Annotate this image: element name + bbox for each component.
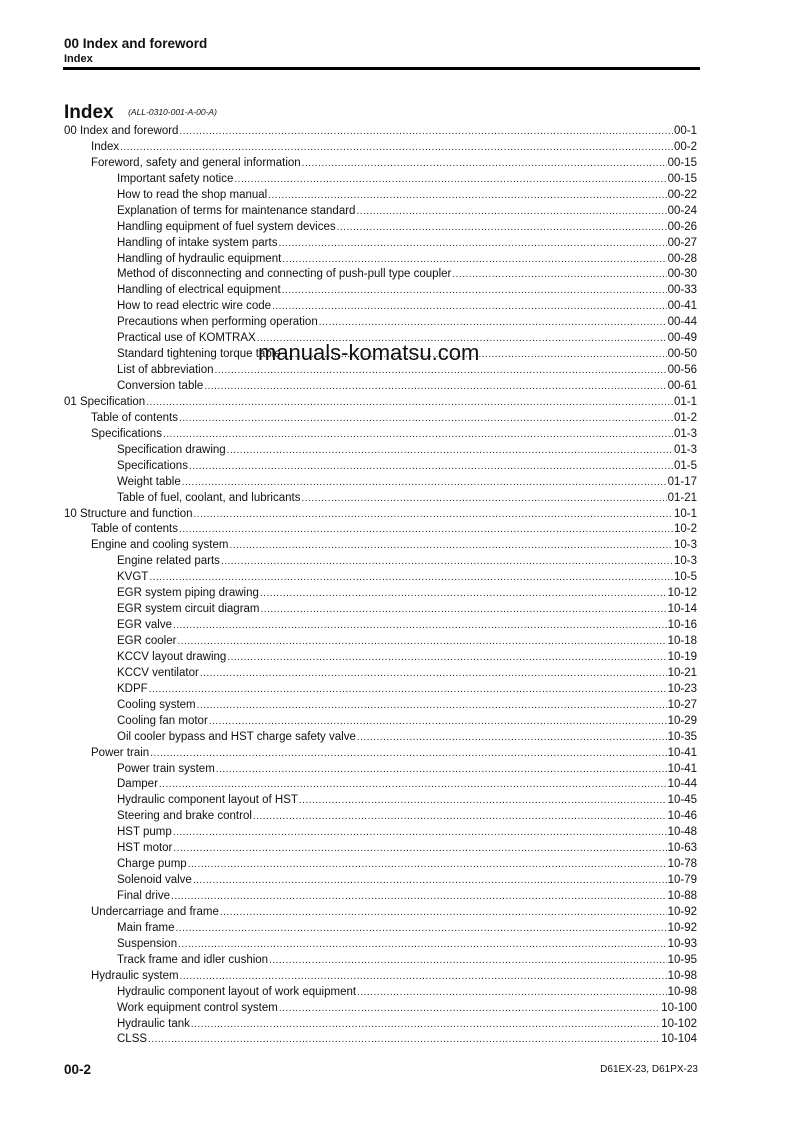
toc-entry[interactable] [64, 762, 697, 778]
toc-entry[interactable] [64, 586, 697, 602]
toc-entry-page: 00-61 [667, 380, 697, 392]
index-code: (ALL-0310-001-A-00-A) [128, 107, 217, 117]
toc-entry[interactable] [64, 267, 697, 283]
toc-entry-page: 10-35 [667, 730, 697, 743]
toc-entry[interactable] [64, 889, 697, 905]
toc-entry[interactable] [64, 666, 697, 682]
dot-leader [173, 618, 667, 634]
toc-entry-page: 10-92 [667, 905, 697, 918]
toc-entry-title: HST motor [117, 842, 173, 855]
toc-entry-page: 10-63 [667, 842, 697, 855]
toc-entry-title: 10 Structure and function [64, 507, 193, 520]
dot-leader [216, 762, 667, 778]
toc-entry-title: Specifications [91, 427, 162, 440]
toc-entry-page: 10-41 [667, 746, 697, 759]
toc-entry[interactable] [64, 1017, 697, 1033]
toc-entry-page: 00-56 [667, 364, 697, 377]
toc-entry-title: KVGT [117, 571, 149, 584]
toc-entry-page: 10-98 [667, 985, 697, 998]
dot-leader [200, 666, 667, 682]
dot-leader [268, 188, 666, 204]
dot-leader [194, 507, 673, 523]
toc-entry-title: Cooling fan motor [117, 714, 208, 727]
index-title: Index [64, 102, 114, 123]
toc-entry-title: How to read electric wire code [117, 300, 272, 313]
toc-entry[interactable] [64, 969, 697, 985]
toc-entry-page: 00-22 [667, 188, 697, 201]
dot-leader [159, 777, 667, 793]
toc-entry[interactable] [64, 315, 697, 331]
toc-entry-title: Work equipment control system [117, 1001, 278, 1014]
toc-entry-page: 00-44 [667, 316, 697, 329]
toc-entry[interactable] [64, 570, 697, 586]
dot-leader [197, 698, 667, 714]
toc-entry[interactable] [64, 220, 697, 236]
toc-entry[interactable] [64, 156, 697, 172]
toc-entry[interactable] [64, 985, 697, 1001]
toc-entry-title: Foreword, safety and general information [91, 156, 301, 169]
toc-entry-title: Track frame and idler cushion [117, 953, 269, 966]
dot-leader [177, 634, 666, 650]
toc-entry-page: 10-79 [667, 874, 697, 887]
toc-entry[interactable] [64, 554, 697, 570]
toc-entry-title: KCCV ventilator [117, 666, 199, 679]
dot-leader [148, 1032, 660, 1048]
toc-entry-page: 10-3 [673, 539, 697, 552]
dot-leader [179, 124, 673, 140]
dot-leader [149, 570, 673, 586]
dot-leader [227, 650, 666, 666]
toc-entry[interactable] [64, 857, 697, 873]
dot-leader [253, 809, 667, 825]
dot-leader [261, 602, 667, 618]
dot-leader [452, 267, 666, 283]
dot-leader [204, 379, 666, 395]
dot-leader [282, 252, 666, 268]
toc-entry-title: Important safety notice [117, 172, 234, 185]
dot-leader [357, 730, 667, 746]
toc-entry-title: How to read the shop manual [117, 188, 268, 201]
dot-leader [229, 538, 673, 554]
toc-entry[interactable] [64, 841, 697, 857]
toc-entry-title: Conversion table [117, 380, 204, 392]
dot-leader [302, 156, 667, 172]
dot-leader [209, 714, 667, 730]
dot-leader [171, 889, 667, 905]
toc-entry[interactable] [64, 252, 697, 268]
index-heading [64, 102, 217, 124]
dot-leader [221, 554, 673, 570]
toc-entry-title: Handling of electrical equipment [117, 284, 281, 297]
dot-leader [191, 1017, 660, 1033]
toc-entry-page: 00-27 [667, 236, 697, 249]
section-title: 00 Index and foreword [64, 36, 208, 51]
toc-entry-title: Charge pump [117, 858, 187, 871]
dot-leader [179, 522, 673, 538]
toc-entry-title: Hydraulic tank [117, 1017, 190, 1030]
toc-entry[interactable] [64, 411, 697, 427]
toc-entry-title: Engine and cooling system [91, 539, 229, 552]
dot-leader [193, 873, 667, 889]
toc-entry-page: 00-33 [667, 284, 697, 297]
toc-entry-title: Handling equipment of fuel system devices [117, 220, 336, 233]
toc-entry-page: 10-5 [673, 571, 697, 584]
toc-entry-title: Oil cooler bypass and HST charge safety valve [117, 730, 356, 743]
toc-entry-page: 00-15 [667, 172, 697, 185]
dot-leader [319, 315, 667, 331]
dot-leader [150, 746, 666, 762]
toc-entry-page: 10-41 [667, 762, 697, 775]
toc-entry-title: Solenoid valve [117, 874, 192, 887]
dot-leader [337, 220, 667, 236]
toc-entry[interactable] [64, 459, 697, 475]
toc-entry-page: 10-1 [673, 507, 697, 520]
toc-entry[interactable] [64, 379, 697, 395]
toc-entry-page: 01-1 [673, 395, 697, 408]
table-of-contents [64, 124, 697, 1048]
toc-entry-page: 00-1 [673, 125, 697, 137]
toc-entry-title: Method of disconnecting and connecting of push-pull type coupler [117, 268, 452, 281]
toc-entry[interactable] [64, 522, 697, 538]
toc-entry[interactable] [64, 236, 697, 252]
page-number: 00-2 [64, 1062, 92, 1077]
dot-leader [278, 236, 666, 252]
toc-entry[interactable] [64, 953, 697, 969]
toc-entry[interactable] [64, 443, 697, 459]
toc-entry-page: 10-18 [667, 635, 697, 647]
toc-entry[interactable] [64, 698, 697, 714]
toc-entry-title: Engine related parts [117, 555, 220, 568]
toc-entry-page: 01-17 [667, 475, 697, 488]
dot-leader [163, 427, 673, 443]
toc-entry-title: 00 Index and foreword [64, 125, 179, 137]
dot-leader [188, 857, 667, 873]
toc-entry-title: CLSS [117, 1033, 148, 1046]
toc-entry-page: 10-78 [667, 858, 697, 871]
toc-entry-title: Table of contents [91, 523, 178, 536]
toc-entry-page: 10-44 [667, 778, 697, 791]
toc-entry-title: Main frame [117, 921, 175, 934]
toc-entry[interactable] [64, 299, 697, 315]
toc-entry[interactable] [64, 618, 697, 634]
dot-leader [178, 937, 666, 953]
toc-entry-page: 01-21 [667, 491, 697, 504]
toc-entry-page: 00-50 [667, 348, 697, 361]
toc-entry-page: 01-5 [673, 459, 697, 472]
toc-entry[interactable] [64, 714, 697, 730]
toc-entry-page: 00-41 [667, 300, 697, 313]
toc-entry-page: 10-16 [667, 619, 697, 632]
toc-entry-title: 01 Specification [64, 395, 146, 408]
toc-entry[interactable] [64, 809, 697, 825]
toc-entry-page: 01-3 [673, 443, 697, 456]
toc-entry-title: Cooling system [117, 698, 196, 711]
toc-entry[interactable] [64, 283, 697, 299]
toc-entry-title: Damper [117, 778, 158, 791]
toc-entry-title: Hydraulic system [91, 969, 179, 982]
dot-leader [149, 682, 667, 698]
dot-leader [179, 411, 673, 427]
toc-entry[interactable] [64, 395, 697, 411]
toc-entry-page: 00-30 [667, 268, 697, 281]
toc-entry-title: Steering and brake control [117, 810, 252, 823]
dot-leader [173, 841, 666, 857]
toc-entry[interactable] [64, 427, 697, 443]
toc-entry-page: 10-14 [667, 603, 697, 616]
dot-leader [357, 985, 667, 1001]
header-divider [63, 67, 700, 70]
toc-entry[interactable] [64, 937, 697, 953]
toc-entry-title: Handling of hydraulic equipment [117, 252, 282, 265]
toc-entry-page: 10-45 [667, 794, 697, 807]
toc-entry-page: 00-26 [667, 220, 697, 233]
toc-entry-page: 10-46 [667, 810, 697, 823]
toc-entry[interactable] [64, 634, 697, 650]
toc-entry-title: Practical use of KOMTRAX [117, 332, 256, 345]
toc-entry-title: Specification drawing [117, 443, 226, 456]
toc-entry[interactable] [64, 538, 697, 554]
toc-entry-page: 10-100 [661, 1001, 697, 1014]
toc-entry-title: Weight table [117, 475, 181, 488]
toc-entry-title: Explanation of terms for maintenance standard [117, 204, 356, 217]
toc-entry[interactable] [64, 491, 697, 507]
toc-entry[interactable] [64, 124, 697, 140]
toc-entry-title: KCCV layout drawing [117, 650, 227, 663]
section-subtitle: Index [64, 53, 93, 65]
toc-entry[interactable] [64, 475, 697, 491]
dot-leader [180, 969, 667, 985]
model-footer: D61EX-23, D61PX-23 [600, 1064, 698, 1075]
toc-entry[interactable] [64, 172, 697, 188]
toc-entry-page: 10-98 [667, 969, 697, 982]
toc-entry-page: 00-15 [667, 156, 697, 169]
dot-leader [146, 395, 673, 411]
toc-entry-title: HST pump [117, 826, 172, 839]
toc-entry-page: 10-12 [667, 587, 697, 600]
toc-entry-page: 00-2 [673, 140, 697, 153]
toc-entry-title: Final drive [117, 890, 171, 902]
dot-leader [260, 586, 667, 602]
toc-entry-page: 10-2 [673, 523, 697, 536]
toc-entry[interactable] [64, 650, 697, 666]
toc-entry[interactable] [64, 921, 697, 937]
toc-entry-title: Specifications [117, 459, 188, 472]
toc-entry-title: List of abbreviation [117, 364, 214, 377]
toc-entry[interactable] [64, 682, 697, 698]
toc-entry-title: EGR system circuit diagram [117, 603, 260, 616]
dot-leader [272, 299, 667, 315]
toc-entry-page: 01-2 [673, 411, 697, 424]
dot-leader [220, 905, 667, 921]
toc-entry-title: Undercarriage and frame [91, 905, 219, 918]
dot-leader [173, 825, 667, 841]
toc-entry-page: 01-3 [673, 427, 697, 440]
dot-leader [189, 459, 673, 475]
toc-entry[interactable] [64, 905, 697, 921]
toc-entry-title: EGR cooler [117, 635, 177, 647]
toc-entry-title: Handling of intake system parts [117, 236, 278, 249]
toc-entry-page: 10-48 [667, 826, 697, 839]
toc-entry-title: Hydraulic component layout of work equipment [117, 985, 357, 998]
dot-leader [282, 283, 667, 299]
toc-entry-title: EGR system piping drawing [117, 587, 259, 600]
toc-entry-title: Suspension [117, 937, 178, 950]
toc-entry[interactable] [64, 602, 697, 618]
toc-entry-title: Table of contents [91, 411, 178, 424]
toc-entry[interactable] [64, 204, 697, 220]
toc-entry-page: 10-104 [661, 1033, 697, 1046]
toc-entry-page: 10-29 [667, 714, 697, 727]
toc-entry[interactable] [64, 507, 697, 523]
dot-leader [182, 475, 667, 491]
toc-entry-title: Power train system [117, 762, 215, 775]
toc-entry-page: 10-23 [667, 682, 697, 695]
dot-leader [301, 491, 666, 507]
toc-entry[interactable] [64, 730, 697, 746]
toc-entry-title: Index [91, 140, 120, 153]
dot-leader [279, 1001, 660, 1017]
toc-entry-title: KDPF [117, 682, 148, 695]
toc-entry-page: 00-28 [667, 252, 697, 265]
toc-entry-page: 10-95 [667, 953, 697, 966]
toc-entry-page: 10-3 [673, 555, 697, 568]
toc-entry[interactable] [64, 1032, 697, 1048]
toc-entry-page: 10-88 [667, 890, 697, 902]
dot-leader [176, 921, 667, 937]
toc-entry-page: 10-27 [667, 698, 697, 711]
watermark: manuals-komatsu.com [258, 340, 480, 365]
toc-entry-page: 10-93 [667, 937, 697, 950]
toc-entry[interactable] [64, 777, 697, 793]
dot-leader [356, 204, 666, 220]
dot-leader [234, 172, 666, 188]
dot-leader [299, 793, 667, 809]
toc-entry-title: Hydraulic component layout of HST [117, 794, 298, 807]
toc-entry-page: 10-21 [667, 666, 697, 679]
toc-entry[interactable] [64, 746, 697, 762]
toc-entry-title: Precautions when performing operation [117, 316, 318, 329]
dot-leader [269, 953, 667, 969]
dot-leader [120, 140, 673, 156]
toc-entry-title: Power train [91, 746, 150, 759]
toc-entry-title: EGR valve [117, 619, 172, 632]
toc-entry-title: Standard tightening torque table [117, 348, 281, 361]
toc-entry[interactable] [64, 140, 697, 156]
toc-entry[interactable] [64, 825, 697, 841]
toc-entry-page: 00-24 [667, 204, 697, 217]
toc-entry[interactable] [64, 793, 697, 809]
toc-entry-page: 00-49 [667, 332, 697, 345]
toc-entry-page: 10-102 [661, 1017, 697, 1030]
toc-entry-page: 10-19 [667, 650, 697, 663]
dot-leader [227, 443, 673, 459]
toc-entry[interactable] [64, 873, 697, 889]
toc-entry[interactable] [64, 188, 697, 204]
toc-entry[interactable] [64, 1001, 697, 1017]
toc-entry-page: 10-92 [667, 921, 697, 934]
toc-entry-title: Table of fuel, coolant, and lubricants [117, 491, 301, 504]
